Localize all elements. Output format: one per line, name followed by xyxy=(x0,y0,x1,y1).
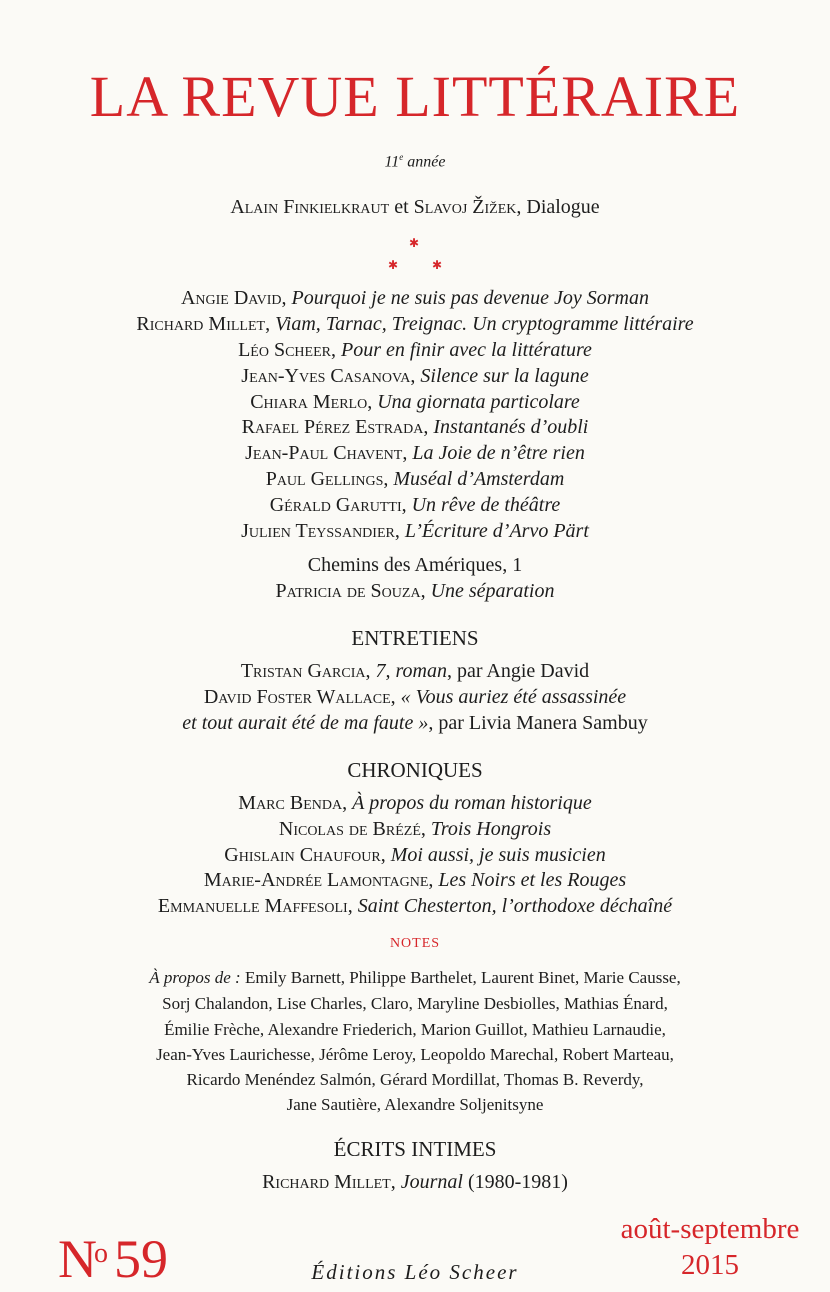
publisher-name: Éditions Léo Scheer xyxy=(311,1260,519,1284)
contribution-item: Richard Millet, Viam, Tarnac, Treignac. Un cryptogramme littéraire xyxy=(136,313,694,335)
chronique-item: Ghislain Chaufour, Moi aussi, je suis musicien xyxy=(224,844,606,866)
chemins-heading: Chemins des Amériques, 1 xyxy=(307,554,523,576)
chronique-item: Marc Benda, À propos du roman historique xyxy=(238,792,592,814)
contribution-item: Jean-Yves Casanova, Silence sur la lagune xyxy=(241,365,589,387)
issue-months: août-septembre xyxy=(620,1213,800,1245)
entretiens-item: Tristan Garcia, 7, roman, par Angie David xyxy=(240,660,590,682)
chronique-item: Nicolas de Brézé, Trois Hongrois xyxy=(278,818,552,840)
notes-line: Jane Sautière, Alexandre Soljenitsyne xyxy=(286,1095,544,1114)
entretiens-item: David Foster Wallace, « Vous auriez été assassinée xyxy=(203,686,627,708)
entretiens-heading: ENTRETIENS xyxy=(351,626,479,650)
notes-line: Sorj Chalandon, Lise Charles, Claro, Maryline Desbiolles, Mathias Énard, xyxy=(162,994,668,1013)
issue-date xyxy=(600,1211,820,1283)
contribution-item: Gérald Garutti, Un rêve de théâtre xyxy=(269,494,561,516)
contribution-item: Rafael Pérez Estrada, Instantanés d’oubli xyxy=(241,416,589,438)
chronique-item: Marie-Andrée Lamontagne, Les Noirs et les Rouges xyxy=(203,869,627,891)
chemins-item: Patricia de Souza, Une séparation xyxy=(275,580,555,602)
ecrits-item: Richard Millet, Journal (1980-1981) xyxy=(262,1171,568,1193)
notes-line: À propos de : Emily Barnett, Philippe Barthelet, Laurent Binet, Marie Causse, xyxy=(149,968,681,987)
contribution-item: Chiara Merlo, Una giornata particolare xyxy=(250,391,580,413)
dialogue-line: Alain Finkielkraut et Slavoj Žižek, Dialogue xyxy=(230,196,600,218)
notes-line: Jean-Yves Laurichesse, Jérôme Leroy, Leopoldo Marechal, Robert Marteau, xyxy=(156,1045,674,1064)
asterism-right-star: ✱ xyxy=(432,258,443,272)
chronique-item: Emmanuelle Maffesoli, Saint Chesterton, l’orthodoxe déchaîné xyxy=(157,895,673,917)
contribution-item: Léo Scheer, Pour en finir avec la littérature xyxy=(238,339,592,361)
contribution-item: Jean-Paul Chavent, La Joie de n’être rien xyxy=(245,442,585,464)
ecrits-heading: ÉCRITS INTIMES xyxy=(333,1137,497,1161)
notes-line: Ricardo Menéndez Salmón, Gérard Mordillat, Thomas B. Reverdy, xyxy=(186,1070,644,1089)
chroniques-heading: CHRONIQUES xyxy=(347,758,483,782)
asterism-top-star: ✱ xyxy=(409,236,420,250)
issue-number: $N^o$ 59 xyxy=(58,1229,168,1289)
entretiens-item-continued: et tout aurait été de ma faute », par Livia Manera Sambuy xyxy=(182,712,648,734)
notes-heading: NOTES xyxy=(389,936,441,951)
notes-line: Émilie Frèche, Alexandre Friederich, Marion Guillot, Mathieu Larnaudie, xyxy=(164,1020,666,1039)
magazine-title: LA REVUE LITTÉRAIRE xyxy=(89,64,741,129)
issue-year-number: 2015 xyxy=(681,1249,739,1281)
contribution-item: Julien Teyssandier, L’Écriture d’Arvo Pärt xyxy=(241,520,589,542)
contribution-item: Angie David, Pourquoi je ne suis pas devenue Joy Sorman xyxy=(180,287,650,309)
asterism-left-star: ✱ xyxy=(388,258,399,272)
issue-year: 11e année xyxy=(384,152,446,171)
contribution-item: Paul Gellings, Muséal d’Amsterdam xyxy=(265,468,565,490)
